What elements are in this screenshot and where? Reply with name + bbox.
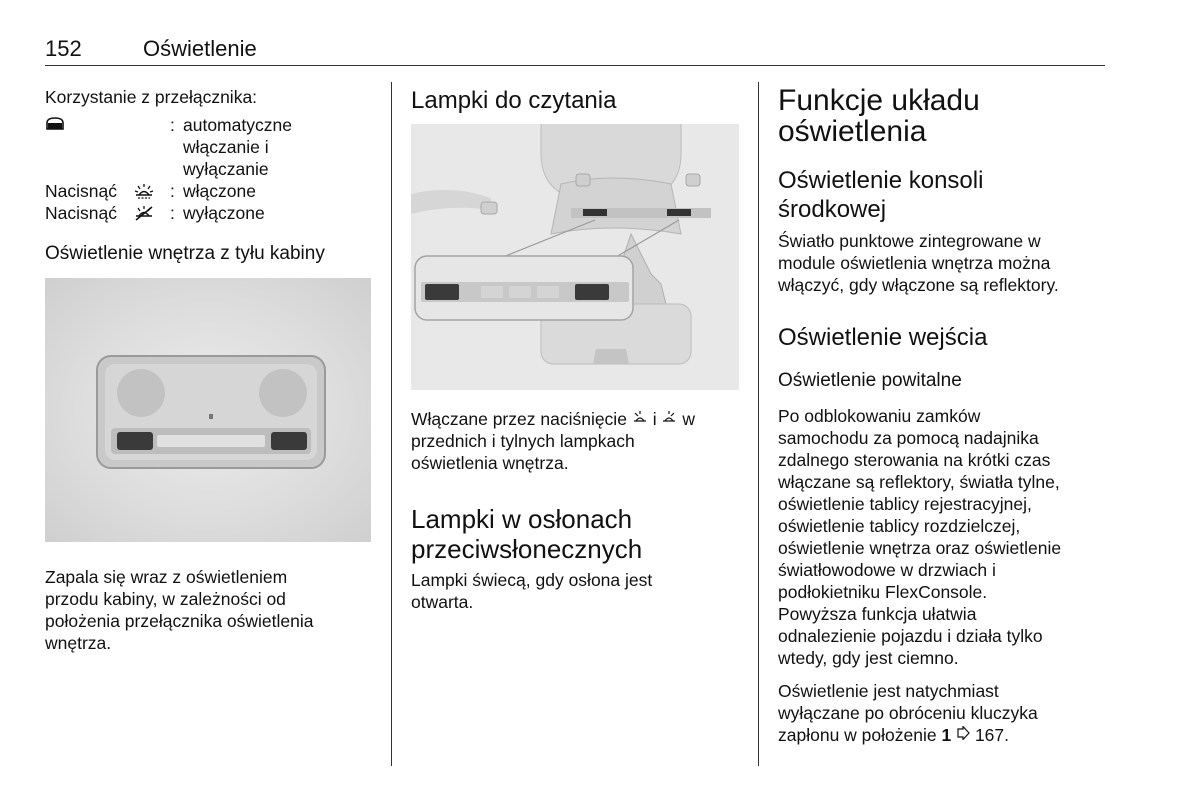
rear-lighting-heading: Oświetlenie wnętrza z tyłu kabiny	[45, 243, 325, 264]
auto-off-text: Oświetlenie jest natychmiast wyłączane po obróceniu kluczyka zapłonu w położenie 1 167.	[778, 681, 1038, 745]
switch-intro: Korzystanie z przełącznika:	[45, 87, 258, 107]
page-reference-arrow-icon[interactable]	[956, 724, 970, 746]
door-lamp-icon	[45, 117, 65, 131]
position-number: 1	[941, 725, 952, 745]
section-title: Oświetlenie	[143, 36, 257, 61]
lamp-on-icon	[133, 182, 155, 200]
row2-colon: :	[170, 181, 175, 201]
row2-text: włączone	[183, 181, 256, 201]
row3-text: wyłączone	[183, 203, 265, 223]
lamp-off-icon	[133, 204, 155, 222]
rear-lighting-text: Zapala się wraz z oświetleniem przodu kabiny, w zależności od położenia przełącznika oświetlenia wnętrza.	[45, 567, 314, 653]
page-reference[interactable]: 167.	[974, 725, 1010, 745]
row1-colon: :	[170, 115, 175, 135]
rear-lamp-illustration	[45, 278, 371, 542]
page-number: 152	[45, 36, 82, 61]
column-divider-right	[758, 82, 759, 766]
welcome-lighting-heading: Oświetlenie powitalne	[778, 370, 962, 391]
entry-lighting-heading: Oświetlenie wejścia	[778, 324, 988, 351]
reading-lamp-right-icon	[661, 408, 677, 430]
row3-colon: :	[170, 203, 175, 223]
reading-lamps-heading: Lampki do czytania	[411, 87, 617, 114]
welcome-lighting-text: Po odblokowaniu zamków samochodu za pomocą nadajnika zdalnego sterowania na krótki czas włączane są reflektory, światła tylne, oświetlenie tablicy rejestracyjnej, oświetlenie tablicy rozdzielczej, oświetlenie wnętrza oraz oświetlenie światłowodowe w drzwiach i podłokietniku FlexConsole. Powyższa funkcja ułatwia odnalezienie pojazdu i działa tylko wtedy, gdy jest ciemno.	[778, 406, 1062, 668]
visor-lamps-heading: Lampki w osłonach przeciwsłonecznych	[411, 504, 643, 564]
console-text: Światło punktowe zintegrowane w module oświetlenia wnętrza można włączyć, gdy włączone są reflektory.	[778, 231, 1059, 295]
reading-lamps-illustration	[411, 124, 739, 390]
reading-lamps-text: Włączane przez naciśnięcie i w przednich i tylnych lampkach oświetlenia wnętrza.	[411, 409, 695, 473]
visor-lamps-text: Lampki świecą, gdy osłona jest otwarta.	[411, 570, 653, 612]
row3-lead: Nacisnąć	[45, 203, 117, 223]
column-divider-left	[391, 82, 392, 766]
console-heading: Oświetlenie konsoli środkowej	[778, 167, 984, 223]
row2-lead: Nacisnąć	[45, 181, 117, 201]
main-heading: Funkcje układu oświetlenia	[778, 84, 980, 148]
reading-lamp-left-icon	[632, 408, 648, 430]
header-rule	[45, 65, 1105, 66]
row1-text: automatyczne włączanie i wyłączanie	[183, 115, 292, 179]
